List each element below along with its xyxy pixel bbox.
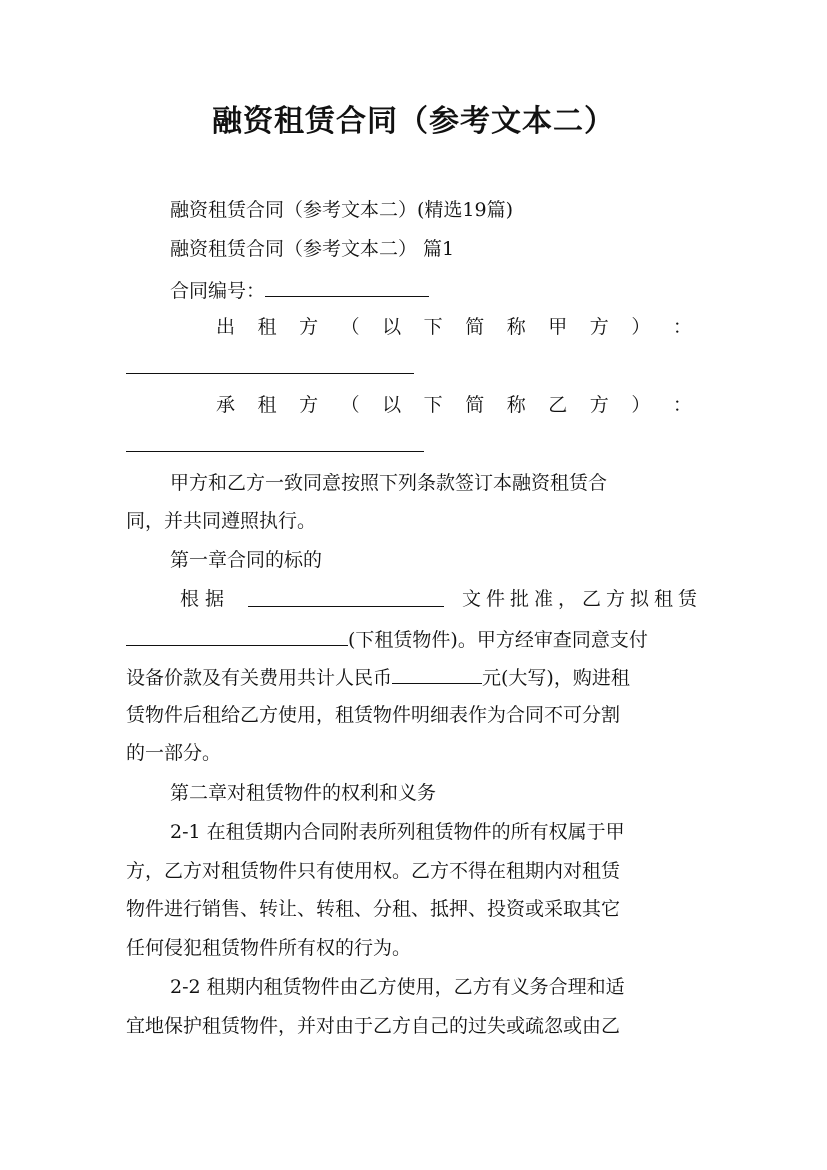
lessor-char: 方 [299,316,319,338]
contract-number-blank[interactable] [265,270,429,297]
lessee-char: 方 [299,394,319,416]
lessee-line [216,386,692,424]
price-text-2: 元(大写)，购进租 [482,667,630,689]
lessee-char: 承 [216,394,236,416]
para3-line-1: 2-2 租期内租赁物件由乙方使用，乙方有义务合理和适 [170,976,625,998]
para1-line-3 [126,657,702,697]
lessee-char: （ [340,394,360,416]
leased-item-text: (下租赁物件)。甲方经审查同意支付 [348,629,648,651]
approval-label: 根据 [180,588,231,610]
intro-line-2: 同，并共同遵照执行。 [126,510,317,532]
para3-line-2: 宜地保护租赁物件，并对由于乙方自己的过失或疏忽或由乙 [126,1015,621,1037]
lessee-char: 称 [506,394,526,416]
para1-line-2 [126,619,702,659]
amount-blank[interactable] [392,657,482,684]
intro-line-1: 甲方和乙方一致同意按照下列条款签订本融资租赁合 [170,472,608,494]
document-title: 融资租赁合同（参考文本二） [212,104,615,139]
lessee-char: 以 [382,394,402,416]
chapter-1-heading: 第一章合同的标的 [170,549,323,571]
lessor-char: ： [672,316,692,338]
lessor-char: ） [631,316,651,338]
contract-number-label: 合同编号： [170,280,266,302]
lessor-line [216,308,692,346]
para1-line-5: 的一部分。 [126,742,222,764]
lessor-char: 出 [216,316,236,338]
para2-line-4: 任何侵犯租赁物件所有权的行为。 [126,937,412,959]
lessor-char: 称 [506,316,526,338]
lessee-char: 租 [257,394,277,416]
lessor-char: 以 [382,316,402,338]
approval-document-blank[interactable] [248,580,444,607]
para2-line-2: 方，乙方对租赁物件只有使用权。乙方不得在租期内对租赁 [126,860,621,882]
lessee-blank[interactable] [126,451,424,452]
lessee-char: 下 [423,394,443,416]
para2-line-3: 物件进行销售、转让、转租、分租、抵押、投资或采取其它 [126,898,621,920]
lessor-char: 甲 [548,316,568,338]
lessor-blank[interactable] [126,373,414,374]
para1-line-4: 赁物件后租给乙方使用，租赁物件明细表作为合同不可分割 [126,704,621,726]
section-heading: 融资租赁合同（参考文本二） 篇1 [170,238,455,260]
lessee-char: 方 [589,394,609,416]
para1-line-1 [180,580,702,618]
lessee-char: ： [672,394,692,416]
lessor-char: 下 [423,316,443,338]
leased-item-blank[interactable] [126,619,348,646]
lessor-char: 简 [465,316,485,338]
lessee-char: 简 [465,394,485,416]
price-text: 设备价款及有关费用共计人民币 [126,667,393,689]
lessor-char: 租 [257,316,277,338]
approval-text: 文件批准，乙方拟租赁 [461,588,702,610]
lessee-char: ） [631,394,651,416]
lessee-char: 乙 [548,394,568,416]
document-subtitle: 融资租赁合同（参考文本二）(精选19篇) [170,199,514,221]
lessor-char: （ [340,316,360,338]
lessor-char: 方 [589,316,609,338]
chapter-2-heading: 第二章对租赁物件的权利和义务 [170,782,437,804]
para2-line-1: 2-1 在租赁期内合同附表所列租赁物件的所有权属于甲 [170,821,625,843]
contract-number-row [170,270,702,310]
